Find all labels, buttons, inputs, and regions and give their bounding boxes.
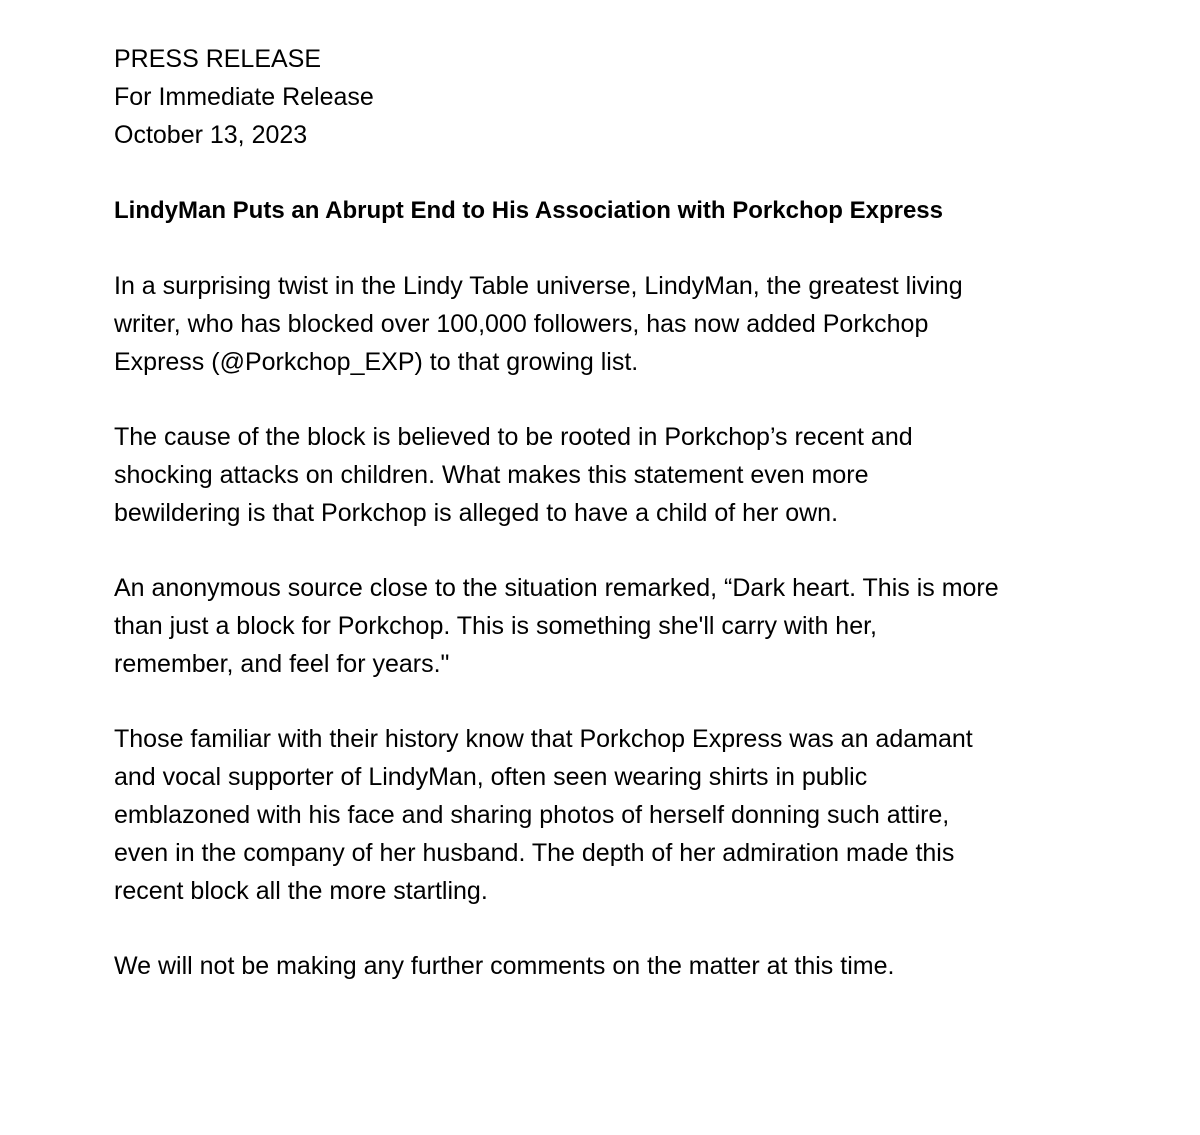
paragraph-line: We will not be making any further comments on the matter at this time. bbox=[114, 952, 895, 980]
paragraph-history bbox=[114, 720, 1114, 910]
paragraph-line: recent block all the more startling. bbox=[114, 877, 488, 905]
paragraph-line: Express (@Porkchop_EXP) to that growing list. bbox=[114, 348, 639, 376]
paragraph-closing bbox=[114, 947, 1114, 985]
paragraph-intro bbox=[114, 267, 1114, 381]
paragraph-cause bbox=[114, 418, 1114, 532]
paragraph-line: than just a block for Porkchop. This is something she'll carry with her, bbox=[114, 612, 877, 640]
release-header bbox=[114, 40, 1114, 154]
paragraph-line: An anonymous source close to the situation remarked, “Dark heart. This is more bbox=[114, 574, 999, 602]
press-release-label: PRESS RELEASE bbox=[114, 45, 322, 73]
paragraph-line: shocking attacks on children. What makes this statement even more bbox=[114, 461, 869, 489]
paragraph-line: Those familiar with their history know that Porkchop Express was an adamant bbox=[114, 725, 973, 753]
paragraph-line: and vocal supporter of LindyMan, often seen wearing shirts in public bbox=[114, 763, 868, 791]
headline: LindyMan Puts an Abrupt End to His Association with Porkchop Express bbox=[114, 197, 943, 224]
paragraph-line: The cause of the block is believed to be rooted in Porkchop’s recent and bbox=[114, 423, 913, 451]
paragraph-line: even in the company of her husband. The depth of her admiration made this bbox=[114, 839, 955, 867]
paragraph-quote bbox=[114, 569, 1114, 683]
paragraph-line: In a surprising twist in the Lindy Table universe, LindyMan, the greatest living bbox=[114, 272, 963, 300]
release-type: For Immediate Release bbox=[114, 83, 374, 111]
press-release-document bbox=[114, 40, 1114, 1022]
paragraph-line: emblazoned with his face and sharing photos of herself donning such attire, bbox=[114, 801, 950, 829]
paragraph-line: writer, who has blocked over 100,000 followers, has now added Porkchop bbox=[114, 310, 929, 338]
paragraph-line: bewildering is that Porkchop is alleged to have a child of her own. bbox=[114, 499, 839, 527]
paragraph-line: remember, and feel for years." bbox=[114, 650, 450, 678]
release-date: October 13, 2023 bbox=[114, 121, 308, 149]
